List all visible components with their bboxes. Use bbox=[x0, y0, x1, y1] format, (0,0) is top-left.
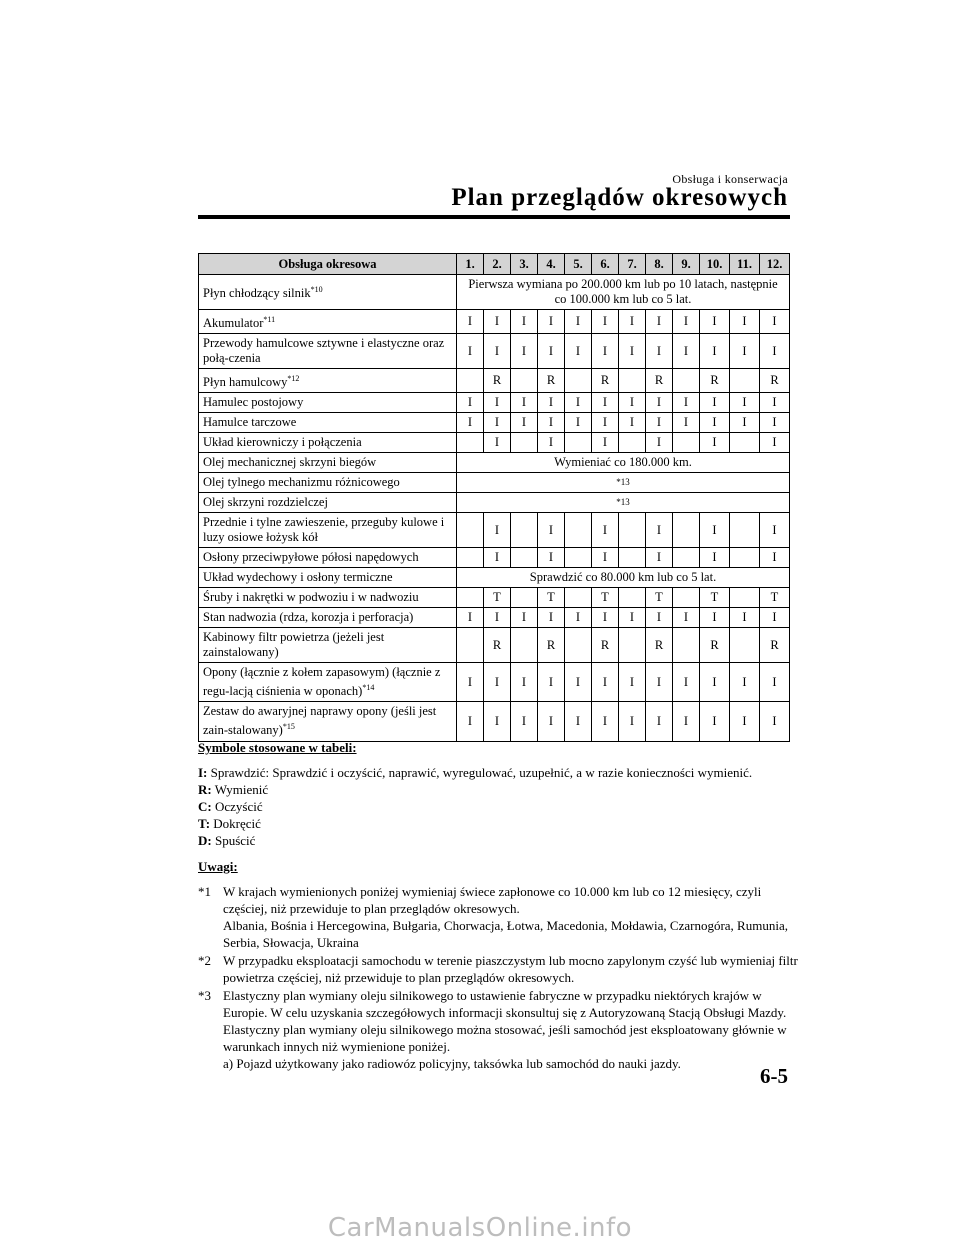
schedule-cell: I bbox=[511, 413, 538, 433]
header-period: 6. bbox=[592, 254, 619, 275]
schedule-cell: I bbox=[538, 663, 565, 702]
legend-key: C: bbox=[198, 799, 212, 814]
schedule-cell bbox=[565, 628, 592, 663]
row-item-cell bbox=[199, 369, 457, 393]
table-row bbox=[199, 369, 790, 393]
schedule-cell: I bbox=[484, 702, 511, 741]
schedule-cell: I bbox=[646, 413, 673, 433]
legend-key: I: bbox=[198, 765, 208, 780]
row-item-cell bbox=[199, 628, 457, 663]
schedule-cell: I bbox=[457, 663, 484, 702]
schedule-cell: I bbox=[511, 702, 538, 741]
schedule-cell: I bbox=[700, 310, 730, 334]
table-row bbox=[199, 393, 790, 413]
schedule-cell: I bbox=[700, 702, 730, 741]
note-line: a) Pojazd użytkowany jako radiowóz policyjny, taksówka lub samochód do nauki jazdy. bbox=[223, 1056, 681, 1071]
schedule-cell: I bbox=[700, 334, 730, 369]
schedule-cell bbox=[673, 369, 700, 393]
table-row bbox=[199, 453, 790, 473]
schedule-cell: I bbox=[760, 608, 790, 628]
schedule-cell bbox=[730, 588, 760, 608]
row-item-label: Stan nadwozia (rdza, korozja i perforacja) bbox=[203, 610, 414, 625]
table-row bbox=[199, 663, 790, 702]
page-number: 6-5 bbox=[760, 1064, 788, 1088]
schedule-cell: R bbox=[592, 369, 619, 393]
schedule-cell: I bbox=[538, 513, 565, 548]
legend-key: T: bbox=[198, 816, 211, 831]
span-cell: *13 bbox=[457, 473, 790, 493]
schedule-cell: I bbox=[511, 608, 538, 628]
legend-section bbox=[198, 739, 798, 1073]
schedule-cell: I bbox=[484, 548, 511, 568]
schedule-cell: I bbox=[700, 608, 730, 628]
schedule-cell: I bbox=[592, 393, 619, 413]
legend-key: D: bbox=[198, 833, 212, 848]
footnote-ref: *10 bbox=[310, 285, 323, 295]
row-item-cell bbox=[199, 393, 457, 413]
row-item-cell bbox=[199, 275, 457, 310]
schedule-cell bbox=[730, 513, 760, 548]
schedule-cell: R bbox=[700, 369, 730, 393]
table-row bbox=[199, 413, 790, 433]
schedule-cell: I bbox=[484, 334, 511, 369]
schedule-cell bbox=[565, 513, 592, 548]
schedule-cell: R bbox=[592, 628, 619, 663]
schedule-cell: I bbox=[646, 608, 673, 628]
schedule-cell: I bbox=[565, 608, 592, 628]
note-line: W krajach wymienionych poniżej wymieniaj świece zapłonowe co 10.000 km lub co 12 miesięcy, czyli częściej, niż przewiduje to plan przeglądów okresowych. bbox=[223, 884, 762, 916]
schedule-cell: I bbox=[619, 310, 646, 334]
row-item-cell bbox=[199, 433, 457, 453]
note-number: *1 bbox=[198, 884, 211, 899]
schedule-cell bbox=[619, 433, 646, 453]
schedule-cell bbox=[673, 628, 700, 663]
schedule-cell: I bbox=[673, 413, 700, 433]
schedule-cell: I bbox=[760, 413, 790, 433]
schedule-cell bbox=[511, 369, 538, 393]
schedule-cell: R bbox=[484, 369, 511, 393]
header-period: 9. bbox=[673, 254, 700, 275]
schedule-cell bbox=[565, 369, 592, 393]
schedule-cell: I bbox=[538, 310, 565, 334]
schedule-cell: I bbox=[646, 513, 673, 548]
note-item bbox=[198, 987, 798, 1072]
schedule-cell bbox=[619, 588, 646, 608]
row-item-label: Płyn chłodzący silnik bbox=[203, 286, 311, 301]
schedule-cell: I bbox=[484, 608, 511, 628]
row-item-cell bbox=[199, 513, 457, 548]
schedule-cell bbox=[730, 433, 760, 453]
schedule-cell bbox=[673, 588, 700, 608]
schedule-cell: I bbox=[730, 413, 760, 433]
schedule-cell: I bbox=[619, 663, 646, 702]
schedule-cell: I bbox=[730, 393, 760, 413]
schedule-cell: I bbox=[619, 393, 646, 413]
schedule-cell: I bbox=[565, 702, 592, 741]
legend-text: Dokręcić bbox=[210, 816, 261, 831]
schedule-cell: I bbox=[673, 702, 700, 741]
page-title: Plan przeglądów okresowych bbox=[451, 184, 788, 211]
schedule-cell: I bbox=[565, 393, 592, 413]
table-row bbox=[199, 493, 790, 513]
row-item-label: Kabinowy filtr powietrza (jeżeli jest zainstalowany) bbox=[203, 630, 385, 660]
row-item-label: Osłony przeciwpyłowe półosi napędowych bbox=[203, 550, 419, 565]
schedule-cell: I bbox=[511, 393, 538, 413]
row-item-label: Akumulator bbox=[203, 316, 264, 331]
schedule-cell bbox=[457, 628, 484, 663]
schedule-cell: I bbox=[457, 393, 484, 413]
schedule-cell bbox=[511, 548, 538, 568]
schedule-cell: I bbox=[565, 310, 592, 334]
schedule-cell: I bbox=[730, 663, 760, 702]
schedule-cell: I bbox=[760, 663, 790, 702]
schedule-cell: I bbox=[700, 433, 730, 453]
schedule-cell bbox=[511, 588, 538, 608]
header-period: 11. bbox=[730, 254, 760, 275]
schedule-cell: I bbox=[730, 334, 760, 369]
row-item-cell bbox=[199, 310, 457, 334]
schedule-cell: I bbox=[538, 608, 565, 628]
schedule-cell: I bbox=[619, 413, 646, 433]
schedule-cell bbox=[565, 433, 592, 453]
schedule-cell: I bbox=[700, 663, 730, 702]
schedule-cell: I bbox=[760, 702, 790, 741]
note-number: *2 bbox=[198, 953, 211, 968]
note-line: Elastyczny plan wymiany oleju silnikowego to ustawienie fabryczne w przypadku niektórych krajów w Europie. W celu uzyskania szczegółowych informacji skonsultuj się z Autoryzowaną Stacją Obsługi Mazdy. bbox=[223, 988, 787, 1020]
schedule-cell: I bbox=[700, 548, 730, 568]
schedule-cell: I bbox=[760, 393, 790, 413]
schedule-cell bbox=[457, 433, 484, 453]
row-item-label: Układ wydechowy i osłony termiczne bbox=[203, 570, 393, 585]
schedule-cell: I bbox=[592, 413, 619, 433]
table-body bbox=[199, 275, 790, 742]
footnote-ref: *15 bbox=[282, 722, 295, 732]
row-item-label: Śruby i nakrętki w podwoziu i w nadwoziu bbox=[203, 590, 419, 605]
schedule-cell: I bbox=[760, 310, 790, 334]
table-row bbox=[199, 433, 790, 453]
table-row bbox=[199, 334, 790, 369]
schedule-cell: I bbox=[619, 608, 646, 628]
header-period: 12. bbox=[760, 254, 790, 275]
schedule-cell: T bbox=[484, 588, 511, 608]
schedule-cell: I bbox=[592, 702, 619, 741]
span-cell: Wymieniać co 180.000 km. bbox=[457, 453, 790, 473]
schedule-cell: I bbox=[673, 393, 700, 413]
schedule-cell bbox=[511, 513, 538, 548]
row-item-cell bbox=[199, 663, 457, 702]
header-period: 3. bbox=[511, 254, 538, 275]
schedule-cell: I bbox=[565, 334, 592, 369]
row-item-label: Zestaw do awaryjnej naprawy opony (jeśli jest zain-stalowany) bbox=[203, 704, 437, 738]
schedule-cell: I bbox=[484, 663, 511, 702]
schedule-cell: I bbox=[760, 433, 790, 453]
schedule-cell: I bbox=[700, 413, 730, 433]
note-body bbox=[223, 883, 798, 951]
note-item bbox=[198, 883, 798, 951]
footnote-ref: *11 bbox=[263, 315, 276, 324]
row-item-label: Układ kierowniczy i połączenia bbox=[203, 435, 362, 450]
schedule-cell: T bbox=[700, 588, 730, 608]
row-item-label: Przednie i tylne zawieszenie, przeguby kulowe i luzy osiowe łożysk kół bbox=[203, 515, 445, 545]
schedule-cell: I bbox=[457, 702, 484, 741]
legend-text: Sprawdzić: Sprawdzić i oczyścić, naprawić, wyregulować, uzupełnić, a w razie konieczności wymienić. bbox=[207, 765, 753, 780]
table-header-row bbox=[199, 254, 790, 275]
table-row bbox=[199, 588, 790, 608]
header-item-label: Obsługa okresowa bbox=[199, 254, 457, 275]
table-row bbox=[199, 275, 790, 310]
schedule-cell bbox=[565, 588, 592, 608]
schedule-cell bbox=[565, 548, 592, 568]
row-item-label: Przewody hamulcowe sztywne i elastyczne oraz połą-czenia bbox=[203, 336, 445, 366]
legend-text: Oczyścić bbox=[211, 799, 263, 814]
schedule-cell: I bbox=[592, 608, 619, 628]
schedule-cell: I bbox=[484, 310, 511, 334]
row-item-cell bbox=[199, 453, 457, 473]
schedule-cell bbox=[457, 369, 484, 393]
notes-heading: Uwagi: bbox=[198, 859, 238, 874]
schedule-cell: R bbox=[538, 628, 565, 663]
row-item-cell bbox=[199, 588, 457, 608]
schedule-cell: I bbox=[565, 413, 592, 433]
legend-item bbox=[198, 832, 798, 849]
schedule-cell: I bbox=[760, 548, 790, 568]
schedule-cell: I bbox=[760, 334, 790, 369]
schedule-cell: R bbox=[646, 369, 673, 393]
schedule-cell: R bbox=[700, 628, 730, 663]
schedule-cell: I bbox=[592, 548, 619, 568]
schedule-cell: I bbox=[673, 334, 700, 369]
schedule-cell bbox=[619, 628, 646, 663]
schedule-cell: R bbox=[646, 628, 673, 663]
schedule-cell: I bbox=[700, 393, 730, 413]
schedule-cell bbox=[673, 513, 700, 548]
schedule-cell bbox=[457, 513, 484, 548]
schedule-cell: I bbox=[730, 608, 760, 628]
schedule-cell: I bbox=[538, 334, 565, 369]
row-item-label: Olej mechanicznej skrzyni biegów bbox=[203, 455, 377, 470]
note-body bbox=[223, 987, 798, 1072]
schedule-cell: I bbox=[538, 433, 565, 453]
schedule-cell: I bbox=[646, 310, 673, 334]
row-item-label: Olej tylnego mechanizmu różnicowego bbox=[203, 475, 400, 490]
schedule-cell: T bbox=[538, 588, 565, 608]
header-period: 5. bbox=[565, 254, 592, 275]
schedule-cell: I bbox=[592, 310, 619, 334]
span-cell: Sprawdzić co 80.000 km lub co 5 lat. bbox=[457, 568, 790, 588]
schedule-cell bbox=[673, 433, 700, 453]
row-item-cell bbox=[199, 473, 457, 493]
legend-key: R: bbox=[198, 782, 212, 797]
watermark-logo: CarManualsOnline.info bbox=[327, 1213, 633, 1243]
schedule-cell bbox=[511, 628, 538, 663]
schedule-cell: R bbox=[538, 369, 565, 393]
row-item-cell bbox=[199, 334, 457, 369]
row-item-cell bbox=[199, 548, 457, 568]
schedule-cell: I bbox=[484, 393, 511, 413]
schedule-cell: I bbox=[673, 663, 700, 702]
schedule-cell: I bbox=[619, 334, 646, 369]
schedule-cell bbox=[457, 588, 484, 608]
table-row bbox=[199, 608, 790, 628]
schedule-cell: I bbox=[511, 663, 538, 702]
note-number: *3 bbox=[198, 988, 211, 1003]
schedule-cell: I bbox=[457, 310, 484, 334]
note-body bbox=[223, 952, 798, 986]
schedule-cell: I bbox=[592, 663, 619, 702]
row-item-label: Płyn hamulcowy bbox=[203, 375, 288, 390]
schedule-cell: R bbox=[760, 628, 790, 663]
schedule-cell bbox=[673, 548, 700, 568]
schedule-cell: I bbox=[592, 433, 619, 453]
schedule-cell: R bbox=[484, 628, 511, 663]
row-item-cell bbox=[199, 608, 457, 628]
note-line: Elastyczny plan wymiany oleju silnikowego można stosować, jeśli samochód jest eksploatowany głównie w warunkach innych niż wymienione poniżej. bbox=[223, 1022, 787, 1054]
table-row bbox=[199, 702, 790, 741]
legend-heading: Symbole stosowane w tabeli: bbox=[198, 740, 357, 755]
legend-text: Wymienić bbox=[211, 782, 269, 797]
note-line: W przypadku eksploatacji samochodu w terenie piaszczystym lub mocno zapylonym czyść lub wymieniaj filtr powietrza częściej, niż przewiduje to plan przeglądów okresowych. bbox=[223, 953, 798, 985]
table-row bbox=[199, 628, 790, 663]
legend-item bbox=[198, 815, 798, 832]
header-period: 7. bbox=[619, 254, 646, 275]
schedule-cell: I bbox=[673, 310, 700, 334]
schedule-cell bbox=[619, 513, 646, 548]
schedule-cell: I bbox=[484, 433, 511, 453]
table-row bbox=[199, 513, 790, 548]
schedule-cell: I bbox=[646, 548, 673, 568]
schedule-cell: I bbox=[538, 548, 565, 568]
span-cell: *13 bbox=[457, 493, 790, 513]
schedule-cell: I bbox=[592, 513, 619, 548]
schedule-cell: I bbox=[538, 413, 565, 433]
span-cell: Pierwsza wymiana po 200.000 km lub po 10 latach, następnie co 100.000 km lub co 5 lat. bbox=[457, 275, 790, 310]
row-item-cell bbox=[199, 568, 457, 588]
schedule-cell: I bbox=[646, 702, 673, 741]
header-period: 10. bbox=[700, 254, 730, 275]
schedule-cell: I bbox=[457, 608, 484, 628]
schedule-cell: I bbox=[511, 310, 538, 334]
row-item-cell bbox=[199, 702, 457, 741]
title-rule bbox=[198, 215, 790, 219]
schedule-cell: I bbox=[646, 433, 673, 453]
row-item-cell bbox=[199, 413, 457, 433]
schedule-cell: T bbox=[646, 588, 673, 608]
schedule-cell: I bbox=[673, 608, 700, 628]
row-item-cell bbox=[199, 493, 457, 513]
maintenance-schedule-table bbox=[198, 253, 790, 742]
legend-text: Spuścić bbox=[211, 833, 256, 848]
schedule-cell: I bbox=[457, 413, 484, 433]
schedule-cell: I bbox=[538, 393, 565, 413]
schedule-cell: T bbox=[760, 588, 790, 608]
schedule-cell: I bbox=[646, 393, 673, 413]
schedule-cell: I bbox=[565, 663, 592, 702]
schedule-cell: I bbox=[538, 702, 565, 741]
legend-item bbox=[198, 764, 798, 781]
schedule-cell bbox=[511, 433, 538, 453]
row-item-label: Opony (łącznie z kołem zapasowym) (łącznie z regu-lacją ciśnienia w oponach) bbox=[203, 665, 441, 699]
row-item-label: Hamulce tarczowe bbox=[203, 415, 297, 430]
schedule-cell: T bbox=[592, 588, 619, 608]
schedule-cell: I bbox=[730, 702, 760, 741]
section-label: Obsługa i konserwacja bbox=[672, 172, 788, 186]
schedule-cell bbox=[619, 548, 646, 568]
schedule-cell bbox=[730, 369, 760, 393]
schedule-cell: I bbox=[760, 513, 790, 548]
schedule-cell bbox=[619, 369, 646, 393]
schedule-cell: I bbox=[457, 334, 484, 369]
row-item-label: Hamulec postojowy bbox=[203, 395, 304, 410]
schedule-cell bbox=[730, 548, 760, 568]
header-period: 8. bbox=[646, 254, 673, 275]
legend-list bbox=[198, 764, 798, 849]
table-row bbox=[199, 310, 790, 334]
row-item-label: Olej skrzyni rozdzielczej bbox=[203, 495, 328, 510]
header-period: 1. bbox=[457, 254, 484, 275]
note-item bbox=[198, 952, 798, 986]
note-line: Albania, Bośnia i Hercegowina, Bułgaria, Chorwacja, Łotwa, Macedonia, Mołdawia, Czarnogóra, Rumunia, Serbia, Słowacja, Ukraina bbox=[223, 918, 788, 950]
table-row bbox=[199, 568, 790, 588]
schedule-cell: I bbox=[484, 513, 511, 548]
schedule-cell: I bbox=[646, 663, 673, 702]
schedule-cell: I bbox=[730, 310, 760, 334]
notes-list bbox=[198, 883, 798, 1072]
schedule-cell: I bbox=[646, 334, 673, 369]
schedule-cell: I bbox=[700, 513, 730, 548]
table-row bbox=[199, 548, 790, 568]
schedule-cell: I bbox=[619, 702, 646, 741]
schedule-cell bbox=[730, 628, 760, 663]
schedule-cell: I bbox=[592, 334, 619, 369]
footnote-ref: *14 bbox=[362, 683, 375, 693]
schedule-cell: I bbox=[484, 413, 511, 433]
legend-item bbox=[198, 798, 798, 815]
schedule-cell: I bbox=[511, 334, 538, 369]
footnote-ref: *12 bbox=[287, 374, 300, 384]
table-row bbox=[199, 473, 790, 493]
header-period: 4. bbox=[538, 254, 565, 275]
schedule-cell: R bbox=[760, 369, 790, 393]
header-period: 2. bbox=[484, 254, 511, 275]
schedule-cell bbox=[457, 548, 484, 568]
legend-item bbox=[198, 781, 798, 798]
